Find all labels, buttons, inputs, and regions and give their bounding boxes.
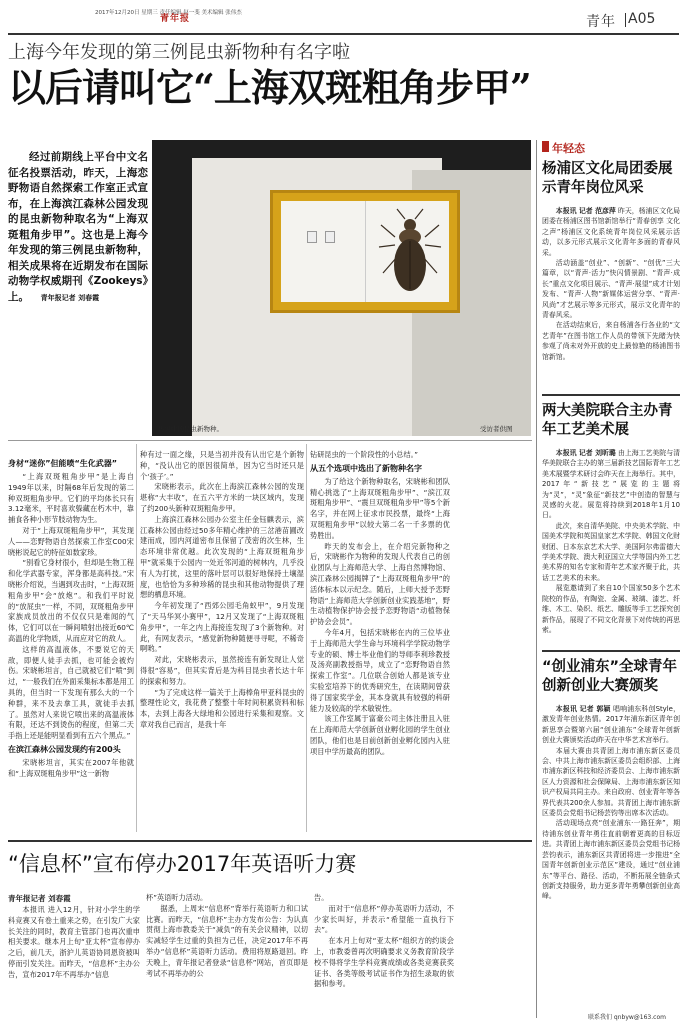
lead-text: 经过前期线上平台中文名征名投票活动，昨天，上海恋野物语自然探索工作室正式宣布，在上海滨江森林公园发现的昆虫新物种取名为“上海双斑粗角步甲”。这也是上海今年发现的第三例昆虫新物种，相关成果将在近期发布在国际动物学权威期刊《Zookeys》上。 [8, 151, 148, 303]
byline: 本报讯 记者 范彦萍 [555, 207, 616, 215]
article-headline: 以后请叫它“上海双斑粗角步甲” [8, 65, 531, 110]
paragraph: 活动涵盖“创业”、“创新”、“创优”三大篇章，以“青声·活力”快闪情景剧、“青声·成长”重点文化项目展示、“青声·展望”成才计划发布、“青声·人物”新媒体运营分享、“青声·风尚”才艺展示等多元形式，展示文化青年的青春风采。 [542, 259, 680, 320]
section-rule [8, 440, 532, 441]
bottom-column-2 [146, 893, 308, 979]
paragraph: 上海滨江森林公园办公室主任金钰麒表示，滨江森林公园由经过50多年精心维护的三岔港苗圃改建而成，园内河道密布且保留了茂密的次生林，生态环境非常优越。此次发现的“上海双斑粗角步甲”就采集于公园内一处近邻河道的树林内，几乎没有人为打扰，这里的落叶层可以很好地保持土壤湿度，也恰恰为多种珍稀的昆虫和其他动物提供了理想的栖息环境。 [140, 514, 304, 600]
paragraph: 钻研昆虫的一个阶段性的小总结。” [310, 450, 418, 459]
specimen-frame [270, 190, 460, 313]
paragraph: 这样的高温液体，不要说它的天敌，即便人徒手去抓，也可能会被灼伤。宋晓彬坦言，自己就被它们“喷”到过，“一般我们在外面采集标本都是用工具的，但当时一下发现有那么大的一个种群，来不及去拿工具，就徒手去抓了。虽然对人来说它喷出来的高温液体有限，还达不到烫伤的程度，但第二天手指上还是能明显看到有五六个黑点。” [8, 644, 134, 741]
paragraph: “为了完成这样一篇关于上海棒角甲亚科昆虫的整理性论文，我花费了整整十年时间积累资料和标本，去到上海各大绿地和公园进行采集和观察。文章对我自己而言，是我十年 [140, 687, 304, 729]
paragraph: 唱响浦东科创Style，激发青年创业热情。2017年浦东新区青年创新思享会暨第六届“创业浦东”全球青年创新创业大赛颁奖活动昨天在中华艺术宫举行。 [542, 705, 680, 745]
byline: 本报讯 记者 郭颖 [555, 705, 611, 713]
paragraph: 今年初发现了“西郊公园毛角蚁甲”，9月发现了“天马华冥小赛甲”，12月又发现了“上海双斑粗角步甲”，一年之内上海接连发现了3个新物种。对此，有网友表示，“感觉新物种随便寻寻呢，不稀奇啊哟。” [140, 601, 304, 654]
bottom-column-1 [8, 905, 140, 981]
paragraph: “上海双斑粗角步甲”是上海自1949年以来，时隔68年后发现的第二种双斑粗角步甲。它们的平均体长只有3.12毫米，平时喜欢躲藏在朽木中，靠捕食各种小形节肢动物为生。 [8, 472, 134, 525]
header-divider [625, 13, 626, 27]
paragraph: 展览邀请到了来自10个国家50多个艺术院校的作品，有陶瓷、金属、玻璃、漆艺、纤维、木工、染织、纸艺、雕版等手工艺探究创新作品，展现了不同文化背景下对传统的再思索。 [542, 584, 680, 634]
bottom-column-3 [314, 893, 454, 990]
section-tag: 年轻态 [552, 142, 585, 155]
column-rule [306, 444, 307, 832]
sidebar-story-3 [542, 704, 680, 902]
page-number: A05 [628, 11, 656, 27]
subheading: 身材“迷你”但能喷“生化武器” [8, 459, 118, 468]
mount-divider [365, 201, 366, 302]
beetle-illustration [377, 207, 443, 297]
paragraph: 宋晓彬表示，此次在上海滨江森林公园的发现堪称“大丰收”，在五六平方米的一块区域内，发现了约200头新种双斑粗角步甲。 [140, 482, 304, 513]
masthead-logo: 青年报 [160, 14, 191, 24]
paragraph: 在本月上旬对“亚太杯”组织方的约谈会上，市教委曾再次明确要求义务教育阶段学校不得将学生学科竞赛成绩或各类竞赛获奖证书、各类等级考试证书作为招生录取的依据和参考。 [314, 936, 454, 989]
paragraph: “别看它身材很小，但却是生物工程和化学武器专家，浑身都是高科技。”宋晓彬介绍说，当遇到攻击时，“上海双斑粗角步甲”会“放炮”。和我们平时说的“放屁虫”一样，不同，双斑粗角步甲家族成员放出的不仅仅只是难闻的气体，它们可以在一瞬间喷射出接近60℃高温的化学物质，从而应对它的敌人。 [8, 558, 134, 643]
bottom-article-headline: “信息杯”宣布停办2017年英语听力赛 [8, 852, 357, 876]
sidebar-headline-1: 杨浦区文化局团委展示青年岗位风采 [542, 161, 673, 196]
paragraph: 在活动结束后，来自杨浦各行各业的“文艺青年”在图书馆工作人员的带领下先睹为快参观了尚未对外开放的史上最惊艳的杨浦图书馆新馆。 [542, 321, 680, 361]
paragraph: 种有过一面之缘，只是当初并没有认出它是个新物种，“没认出它的原因很简单，因为它当时还只是个‘孩子’。” [140, 450, 304, 481]
specimen-mount [281, 201, 449, 302]
section-tag-marker [542, 141, 549, 152]
article-column-1 [8, 456, 134, 780]
paragraph: 昨天的发布会上，在介绍完新物种之后，宋晓彬作为物种的发现人代表自己的创业团队与上海师范大学、上海自然博物馆、滨江森林公园揭牌了“上海双斑粗角步甲”的活体标本以示纪念。随后，上师大授予恋野物语“上海师范大学创新创业实践基地”，野生动植物保护协会授予恋野物语“动植物保护协会会员”。 [310, 541, 450, 627]
photo-credit: 受访者供图 [480, 425, 513, 433]
specimen-vial [307, 231, 317, 243]
paragraph: 活动现场点亮“创业浦东·一路狂奔”，期待浦东创业青年勇往直前朝着更高的目标迈进。共青团上海市浦东新区委员会党组书记杨芸钧表示，浦东新区共青团将进一步推进“全国青年创新创业示范区”建设，通过“创业浦东”等平台、路径、活动，不断拓展全链条式创新支持服务，助力更多青年勇攀创新创业高峰。 [542, 819, 680, 901]
paragraph: 据悉，上周末“信息杯”背举行英语听力和口试比赛。而昨天，“信息杯”主办方发布公告：为认真贯彻上海市教委关于“减负”的有关会议精神，以切实减轻学生过重的负担为己任，决定2017年不再举办“信息杯”英语听力活动。费用将原路退回。昨天晚上，青年报记者登录“信息杯”网站，首页即是考试不再举办的公 [146, 903, 308, 978]
paragraph: 告。 [314, 893, 329, 902]
sidebar-rule [536, 140, 537, 1018]
section-name: 青年 [586, 14, 616, 30]
paragraph: 该工作室属于富豪公司主体注册且入驻在上海师范大学创新创业孵化园的学生创业团队，他们也是目前创新创业孵化园内入驻项目中学历最高的团队。 [310, 714, 450, 756]
paragraph: 对于“上海双斑粗角步甲”，其发现人——恋野物语自然探索工作室C00宋晓彬说起它的特征如数家珍。 [8, 525, 134, 557]
header-rule [8, 33, 679, 35]
paragraph: 由上海工艺美院与清华美院联合主办的第三届新技艺国际青年工艺美术展暨学术研讨会昨天在上海举行。其中，2017年“新技艺”展览的主题将为“灵”，“灵”象征“新技艺”中创造的智慧与灵感的火花。展览将持续到2018年1月10日。 [542, 449, 680, 520]
subheading: 在滨江森林公园发现约有200头 [8, 744, 121, 754]
paragraph: 本报讯 进入12月，针对小学生的学科竞赛又有卷土重来之势，在引发广大家长关注的同时，教育主管部门也再次重申相关要求。继本月上旬“亚太杯”宣布停办之后，前几天，浙沪儿英语协同恩资被叫停而引发关注。而昨天，“信息杯”主办公告，宣布2017年不再举办“信息 [8, 905, 140, 979]
article-column-2 [140, 450, 304, 731]
paragraph: 此次，来自清华美院、中央美术学院、中国美术学院和英国皇家艺术学院、韩国文化财财团、日本东京艺术大学、美国阿尔弗雷德大学美术学院、澳大利亚国立大学等国内外工艺美术界的知名专家和青年艺术家齐聚于此，共话工艺美术的未来。 [542, 521, 680, 582]
subheading: 从五个选项中选出了新物种名字 [310, 463, 422, 473]
footer-contact: 联系我们 qnbyw@163.com [588, 1014, 666, 1021]
sidebar-headline-3: “创业浦东”全球青年创新创业大赛颁奖 [542, 659, 678, 694]
paragraph: 昨天，杨浦区文化局团委在杨浦区图书馆新馆举行“青春创享 文化之声”杨浦区文化系统青年岗位风采展示活动，以多元形式展示文化青年多面的青春风采。 [542, 207, 680, 257]
lead-byline: 青年报记者 刘春霞 [40, 293, 100, 302]
paragraph: 今年4月，包括宋晓彬在内的三位毕业于上海师范大学生命与环境科学学院动物学专业的硕、博士毕业他们的导师李利珍教授及汤亮副教授指导，成立了“恋野物语自然探索工作室”。几位联合创始人都是该专业实验室培养下的优秀研究生，在读期间曾获得了国家奖学金，其本身就具有较强的科研能力及较高的学术敏锐性。 [310, 627, 450, 713]
paragraph: 宋晓彬坦言，其实在2007年他就和“上海双斑粗角步甲”这一新物 [8, 757, 134, 778]
byline: 本报讯 记者 刘昕璐 [555, 449, 616, 457]
sidebar-story-1 [542, 206, 680, 362]
specimen-vial [325, 231, 335, 243]
sidebar-story-2 [542, 448, 680, 635]
paragraph: 而对于“信息杯”停办英语听力活动，不少家长叫好，并表示“希望能一直执行下去”。 [314, 903, 454, 935]
sidebar-rule [542, 394, 680, 396]
article-lead [8, 150, 148, 306]
sidebar-rule [542, 650, 680, 652]
paragraph: 为了给这个新物种取名，宋晓彬和团队精心挑选了“上海双斑粗角步甲”、“滨江双斑粗角步甲”、“震旦双斑粗角步甲”等5个新名字，并在网上征求市民投票，最终“上海双斑粗角步甲”以较大第二名一千多票的优势胜出。 [310, 476, 450, 540]
photo-caption: 传说中的昆虫新物种。 [158, 425, 223, 433]
article-photo [152, 140, 531, 436]
bottom-article-byline: 青年报记者 刘春霞 [8, 894, 71, 903]
bottom-article-rule [8, 840, 532, 842]
header-meta: 2017年12月20日 星期三 责任编辑 赵一斐 美术编辑 张伟杰 [95, 10, 242, 16]
article-kicker: 上海今年发现的第三例昆虫新物种有名字啦 [8, 42, 350, 63]
sidebar-headline-2: 两大美院联合主办青年工艺美术展 [542, 403, 673, 438]
paragraph: 杯”英语听力活动。 [146, 893, 208, 902]
column-rule [136, 444, 137, 832]
paragraph: 对此，宋晓彬表示，虽然接连有新发现让人觉得很“容易”，但其实背后是为科目昆虫者长达十年的探索和努力。 [140, 655, 304, 686]
article-column-3 [310, 450, 450, 758]
paragraph: 本届大赛由共青团上海市浦东新区委员会、中共上海市浦东新区委员会组织部、上海市浦东新区科技和经济委员会、上海市浦东新区人力资源和社会保障局、上海市浦东新区知识产权局共同主办。来自政府、创业青年等各界代表共200余人参加。共青团上海市浦东新区委员会党组书记杨芸钧等出席本次活动。 [542, 746, 680, 818]
